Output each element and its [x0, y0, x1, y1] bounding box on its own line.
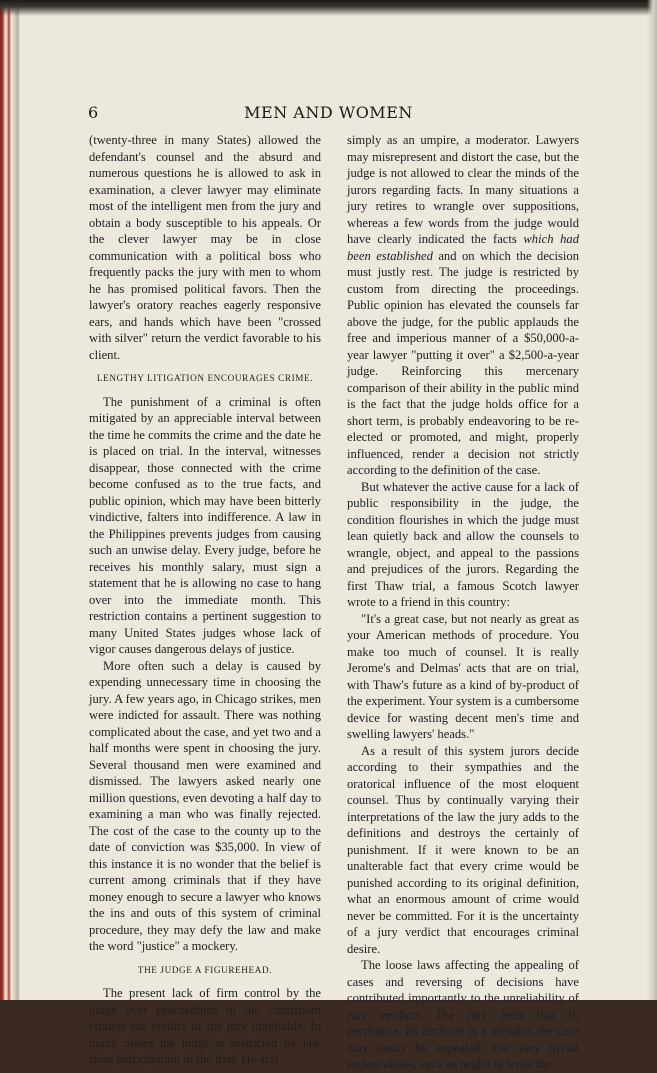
paragraph — [347, 132, 579, 479]
right-column — [347, 132, 579, 1073]
paragraph: But whatever the active cause for a lack of public responsibility in the judge, the condition flourishes in which the judge must lean quietly back and allow the counsels to wrangle, object, and appeal to the passions and prejudices of the jurors. Regarding the first Thaw trial, a famous Scotch lawyer wrote to a friend in this country: — [347, 479, 579, 609]
section-heading: LENGTHY LITIGATION ENCOURAGES CRIME. — [96, 373, 314, 383]
paragraph: (twenty-three in many States) allowed the defendant's counsel and the absurd and numerous questions he is allowed to ask in examination, a clever lawyer may eliminate most of the intelligent men from the jury and obtain a body susceptible to his appeals. Or the clever lawyer may be in close communication with a political boss who frequently packs the jury with men to whom he has promised political favors. Then the lawyer's oratory reaches eagerly responsive ears, and hands which have been "crossed with silver" return the verdict favorable to his client. — [89, 133, 321, 362]
paragraph: The punishment of a criminal is often mitigated by an appreciable interval between the time he commits the crime and the date he is placed on trial. In the interval, witnesses disappear, those connected with the crime become confused as to the true facts, and public opinion, which may have been bitterly vindictive, falters into indifference. A law in the Philippines prevents judges from causing such an unwise delay. Every judge, before he receives his monthly salary, must sign a statement that he is allowing no case to hang over into the immediate month. This restriction contains a pertinent suggestion to many United States judges whose lack of vigor causes dangerous delays of justice. — [89, 394, 321, 656]
paragraph: As a result of this system jurors decide according to their sympathies and the oratorical influence of the most eloquent counsel. Thus by continually varying their interpretations of the law the jury adds to the definitions and destroys the certainly of punishment. If it were known to be an unalterable fact that every crime would be punished according to its original definition, what an enormous amount of crime would never be committed. For it is the uncertainty of a jury verdict that encourages criminal desire. — [347, 743, 579, 956]
quote-paragraph: "It's a great case, but not nearly as great as your American methods of procedure. You make too much of counsel. It is really Jerome's and Delmas' acts that are on trial, with Thaw's future as a kind of by-product of the experiment. Your system is a cumbersome device for wasting decent men's time and swelling lawyers' heads." — [347, 611, 579, 741]
page-top-shadow — [0, 0, 657, 16]
left-column — [89, 132, 321, 1068]
page-edges — [0, 0, 20, 1000]
emphasis-text: which had been established — [347, 232, 579, 263]
running-title: MEN AND WOMEN — [244, 103, 413, 122]
text-run: simply as an umpire, a moderator. Lawyers may misrepresent and distort the case, but the judge is not allowed to clear the minds of the jurors regarding facts. In many situations a jury retires to wrangle over suppositions, whereas a few words from the judge would have clearly indicated the facts — [347, 133, 579, 246]
page-number: 6 — [88, 103, 99, 122]
paragraph: The present lack of firm control by the judge over proceedings in the courtroom renders the verdict of the jury unreliable. In many States the judge is restricted by law from participation in the trial. He acts — [89, 986, 321, 1066]
paragraph: The loose laws affecting the appealing of cases and reversing of decisions have contributed importantly to the unreliability of jury verdicts. The jury feels that if, perchance, its decision is a mistake, the case may easily be appealed. For very trivial technicalities, such as neglct to write the — [347, 958, 579, 1071]
paragraph: More often such a delay is caused by expending unnecessary time in choosing the jury. A few years ago, in Chicago strikes, men were indicted for assault. There was nothing complicated about the case, and yet two and a half months were spent in choosing the jury. Several thousand men were examined and dismissed. The lawyers asked nearly one million questions, even devoting a half day to examining a man who was finally rejected. The cost of the case to the county up to the date of conviction was $35,000. In view of this instance it is no wonder that the belief is current among criminals that if they have money enough to secure a lawyer who knows the ins and outs of this system of criminal procedure, they may defy the law and make the word "justice" a mockery. — [89, 658, 321, 953]
section-heading: THE JUDGE A FIGUREHEAD. — [137, 964, 273, 975]
page-right-edge — [647, 0, 657, 1000]
text-run: and on which the decision must justly rest. The judge is restricted by custom from directing the proceedings. Public opinion has elevated the counsels far above the judge, for the public applauds the free and imperious manner of a $50,000-a-year lawyer "putting it over" a $2,500-a-year judge. Reinforcing this mercenary comparison of their ability in the public mind is the fact that the judge holds office for a short term, is probably endeavoring to be re-elected or promoted, and might, properly influenced, render a decision not strictly according to the definition of the case. — [347, 248, 579, 477]
